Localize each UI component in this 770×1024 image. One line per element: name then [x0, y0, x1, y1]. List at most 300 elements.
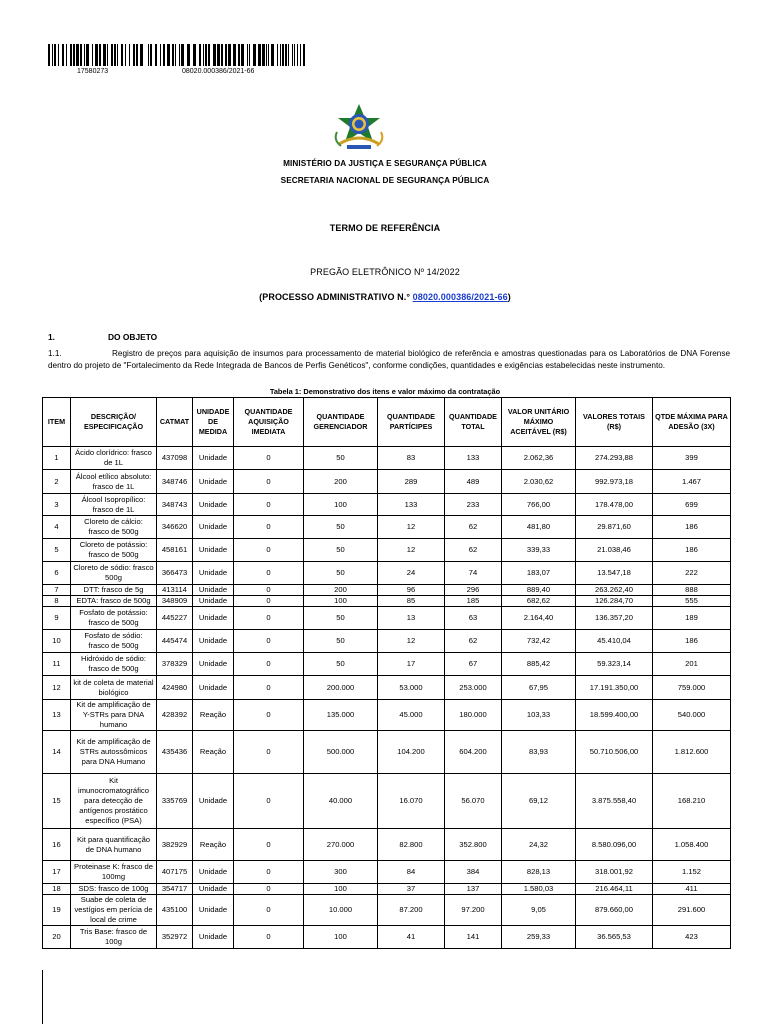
cell-catmat: 435100 [157, 895, 193, 926]
cell-max-adhesion: 291.600 [653, 895, 731, 926]
table-row [43, 607, 731, 630]
cell-unit-price: 67,95 [502, 676, 576, 700]
cell-total-value: 879.660,00 [576, 895, 653, 926]
table-caption: Tabela 1: Demonstrativo dos itens e valor máximo da contratação [269, 387, 501, 396]
cell-unit: Unidade [193, 926, 234, 949]
cell-description: Fosfato de sódio: frasco de 500g [71, 630, 157, 653]
cell-description: Cloreto de sódio: frasco 500g [71, 562, 157, 585]
cell-catmat: 407175 [157, 861, 193, 884]
cell-unit: Unidade [193, 596, 234, 607]
cell-qty-manager: 200 [304, 585, 378, 596]
cell-qty-participants: 12 [378, 539, 445, 562]
barcode-bar [297, 44, 298, 66]
cell-qty-participants: 289 [378, 470, 445, 494]
cell-total-value: 13.547,18 [576, 562, 653, 585]
cell-catmat: 382929 [157, 829, 193, 861]
cell-unit: Unidade [193, 607, 234, 630]
cell-unit-price: 732,42 [502, 630, 576, 653]
cell-total-value: 178.478,00 [576, 494, 653, 516]
cell-catmat: 424980 [157, 676, 193, 700]
cell-item: 10 [43, 630, 71, 653]
barcode-bar [288, 44, 289, 66]
table-row [43, 731, 731, 774]
cell-unit-price: 481,80 [502, 516, 576, 539]
cell-catmat: 435436 [157, 731, 193, 774]
barcode-bar [86, 44, 89, 66]
barcode-bar [258, 44, 261, 66]
cell-description: Álcool etílico absoluto: frasco de 1L [71, 470, 157, 494]
barcode-bar [221, 44, 223, 66]
barcode-bar [172, 44, 174, 66]
cell-qty-total: 133 [445, 447, 502, 470]
ministry-name: MINISTÉRIO DA JUSTIÇA E SEGURANÇA PÚBLICA [283, 159, 487, 168]
cell-total-value: 18.599.400,00 [576, 700, 653, 731]
barcode-bar [249, 44, 250, 66]
table-row [43, 884, 731, 895]
cell-catmat: 335769 [157, 774, 193, 829]
cell-qty-immediate: 0 [234, 731, 304, 774]
barcode-bar [213, 44, 216, 66]
barcode-bar [129, 44, 130, 66]
cell-qty-total: 604.200 [445, 731, 502, 774]
cell-qty-participants: 16.070 [378, 774, 445, 829]
cell-qty-immediate: 0 [234, 676, 304, 700]
cell-unit: Unidade [193, 884, 234, 895]
barcode-bar [277, 44, 278, 66]
table-row [43, 539, 731, 562]
coat-of-arms-emblem [329, 102, 389, 152]
table-row [43, 585, 731, 596]
cell-item: 9 [43, 607, 71, 630]
cell-qty-immediate: 0 [234, 470, 304, 494]
cell-description: Fosfato de potássio: frasco de 500g [71, 607, 157, 630]
cell-qty-participants: 13 [378, 607, 445, 630]
column-header-qty-immediate: QUANTIDADE AQUISIÇÃO IMEDIATA [234, 398, 304, 447]
cell-unit: Unidade [193, 562, 234, 585]
cell-qty-participants: 12 [378, 516, 445, 539]
barcode-bar [228, 44, 231, 66]
column-header-qty-participants: QUANTIDADE PARTÍCIPES [378, 398, 445, 447]
cell-unit: Reação [193, 829, 234, 861]
barcode-bar [76, 44, 79, 66]
cell-qty-total: 63 [445, 607, 502, 630]
cell-qty-total: 97.200 [445, 895, 502, 926]
barcode-bar [163, 44, 165, 66]
cell-unit-price: 885,42 [502, 653, 576, 676]
barcode-bar [187, 44, 190, 66]
cell-qty-participants: 53.000 [378, 676, 445, 700]
cell-qty-immediate: 0 [234, 653, 304, 676]
cell-qty-manager: 10.000 [304, 895, 378, 926]
cell-catmat: 348743 [157, 494, 193, 516]
cell-max-adhesion: 1.812.600 [653, 731, 731, 774]
cell-unit: Unidade [193, 676, 234, 700]
cell-description: Ácido clorídrico: frasco de 1L [71, 447, 157, 470]
cell-total-value: 318.001,92 [576, 861, 653, 884]
cell-catmat: 428392 [157, 700, 193, 731]
cell-unit: Unidade [193, 895, 234, 926]
cell-max-adhesion: 1.152 [653, 861, 731, 884]
barcode-bar [95, 44, 98, 66]
cell-max-adhesion: 699 [653, 494, 731, 516]
cell-qty-total: 62 [445, 539, 502, 562]
cell-max-adhesion: 201 [653, 653, 731, 676]
barcode-bar [241, 44, 244, 66]
cell-qty-participants: 96 [378, 585, 445, 596]
barcode-bar [54, 44, 56, 66]
column-header-description: DESCRIÇÃO/ ESPECIFICAÇÃO [71, 398, 157, 447]
cell-total-value: 274.293,88 [576, 447, 653, 470]
cell-qty-manager: 300 [304, 861, 378, 884]
cell-qty-total: 62 [445, 630, 502, 653]
table-row [43, 676, 731, 700]
cell-item: 2 [43, 470, 71, 494]
cell-total-value: 126.284,70 [576, 596, 653, 607]
cell-description: Suabe de coleta de vestígios em perícia de local de crime [71, 895, 157, 926]
barcode-bar [247, 44, 248, 66]
cell-item: 20 [43, 926, 71, 949]
cell-unit-price: 766,00 [502, 494, 576, 516]
cell-qty-manager: 50 [304, 607, 378, 630]
cell-item: 5 [43, 539, 71, 562]
section-heading [48, 332, 157, 342]
cell-max-adhesion: 222 [653, 562, 731, 585]
cell-qty-total: 137 [445, 884, 502, 895]
cell-description: Cloreto de potássio: frasco de 500g [71, 539, 157, 562]
cell-total-value: 992.973,18 [576, 470, 653, 494]
barcode-bar [268, 44, 269, 66]
table-row [43, 774, 731, 829]
barcode-bar [99, 44, 101, 66]
barcode-bar [300, 44, 301, 66]
cell-max-adhesion: 186 [653, 630, 731, 653]
cell-qty-manager: 100 [304, 884, 378, 895]
section-title: DO OBJETO [108, 332, 158, 342]
cell-max-adhesion: 759.000 [653, 676, 731, 700]
cell-qty-immediate: 0 [234, 596, 304, 607]
paragraph-text: Registro de preços para aquisição de insumos para processamento de material biológico de referência e amostras questionadas para os Laboratórios de DNA Forense dentro do projeto de "Fortalecimento da Rede Integrada de Bancos de Perfis Genéticos", conforme condições, quantidades e exigências estabelecidas neste instrumento. [48, 349, 730, 370]
cell-description: DTT: frasco de 5g [71, 585, 157, 596]
cell-qty-manager: 100 [304, 596, 378, 607]
cell-unit-price: 69,12 [502, 774, 576, 829]
cell-qty-manager: 135.000 [304, 700, 378, 731]
barcode-bar [125, 44, 126, 66]
cell-qty-immediate: 0 [234, 447, 304, 470]
cell-qty-manager: 50 [304, 562, 378, 585]
page-border-line [42, 970, 43, 1024]
cell-catmat: 354717 [157, 884, 193, 895]
barcode-bar [114, 44, 116, 66]
cell-catmat: 352972 [157, 926, 193, 949]
cell-item: 12 [43, 676, 71, 700]
table-row [43, 447, 731, 470]
cell-qty-immediate: 0 [234, 895, 304, 926]
barcode-bar [121, 44, 123, 66]
barcode-bar [285, 44, 287, 66]
barcode-bar [84, 44, 85, 66]
cell-item: 18 [43, 884, 71, 895]
barcode-bar [282, 44, 284, 66]
processo-line [0, 292, 770, 302]
cell-unit: Unidade [193, 494, 234, 516]
cell-max-adhesion: 1.467 [653, 470, 731, 494]
cell-unit-price: 339,33 [502, 539, 576, 562]
section-paragraph [48, 348, 730, 372]
cell-total-value: 50.710.506,00 [576, 731, 653, 774]
barcode-bar [262, 44, 265, 66]
cell-qty-participants: 41 [378, 926, 445, 949]
table-row [43, 700, 731, 731]
cell-qty-manager: 200 [304, 470, 378, 494]
barcode-bar [155, 44, 157, 66]
cell-max-adhesion: 186 [653, 539, 731, 562]
cell-qty-total: 180.000 [445, 700, 502, 731]
cell-qty-total: 384 [445, 861, 502, 884]
cell-item: 6 [43, 562, 71, 585]
cell-qty-manager: 50 [304, 653, 378, 676]
barcode-bar [103, 44, 106, 66]
cell-max-adhesion: 411 [653, 884, 731, 895]
cell-max-adhesion: 186 [653, 516, 731, 539]
table-row [43, 630, 731, 653]
column-header-qty-total: QUANTIDADE TOTAL [445, 398, 502, 447]
barcode-bar [107, 44, 108, 66]
barcode-bar [253, 44, 256, 66]
cell-description: Kit de amplificação de Y-STRs para DNA humano [71, 700, 157, 731]
barcode-bar [73, 44, 75, 66]
table-row [43, 895, 731, 926]
cell-item: 17 [43, 861, 71, 884]
cell-item: 11 [43, 653, 71, 676]
barcode-bar [111, 44, 113, 66]
cell-qty-immediate: 0 [234, 539, 304, 562]
cell-max-adhesion: 555 [653, 596, 731, 607]
cell-max-adhesion: 399 [653, 447, 731, 470]
cell-qty-immediate: 0 [234, 884, 304, 895]
cell-item: 3 [43, 494, 71, 516]
column-header-item: ITEM [43, 398, 71, 447]
cell-qty-participants: 87.200 [378, 895, 445, 926]
cell-qty-immediate: 0 [234, 630, 304, 653]
cell-qty-total: 489 [445, 470, 502, 494]
barcode-bar [160, 44, 161, 66]
barcode-bar [148, 44, 149, 66]
barcode-bar [133, 44, 135, 66]
cell-item: 1 [43, 447, 71, 470]
cell-description: Cloreto de cálcio: frasco de 500g [71, 516, 157, 539]
cell-item: 15 [43, 774, 71, 829]
cell-total-value: 3.875.558,40 [576, 774, 653, 829]
cell-catmat: 458161 [157, 539, 193, 562]
cell-item: 7 [43, 585, 71, 596]
table-row [43, 926, 731, 949]
cell-qty-immediate: 0 [234, 861, 304, 884]
cell-description: Proteinase K: frasco de 100mg [71, 861, 157, 884]
barcode-bar [205, 44, 207, 66]
barcode-bar [292, 44, 293, 66]
barcode-bar [217, 44, 220, 66]
cell-qty-immediate: 0 [234, 607, 304, 630]
barcode-bar [181, 44, 184, 66]
barcode-bar [199, 44, 201, 66]
cell-max-adhesion: 189 [653, 607, 731, 630]
barcode-bar [175, 44, 176, 66]
cell-item: 4 [43, 516, 71, 539]
cell-qty-participants: 84 [378, 861, 445, 884]
barcode-bar [52, 44, 53, 66]
barcode-bar [271, 44, 274, 66]
column-header-catmat: CATMAT [157, 398, 193, 447]
barcode-bar [140, 44, 143, 66]
cell-qty-participants: 12 [378, 630, 445, 653]
barcode-graphic [48, 44, 308, 66]
cell-catmat: 445227 [157, 607, 193, 630]
table-row [43, 653, 731, 676]
barcode-bar [233, 44, 236, 66]
cell-unit-price: 2.062,36 [502, 447, 576, 470]
cell-qty-total: 67 [445, 653, 502, 676]
cell-unit-price: 2.030,62 [502, 470, 576, 494]
cell-total-value: 36.565,53 [576, 926, 653, 949]
cell-unit-price: 83,93 [502, 731, 576, 774]
barcode-bar [294, 44, 295, 66]
barcode-bar [117, 44, 118, 66]
cell-qty-total: 56.070 [445, 774, 502, 829]
cell-unit-price: 2.164,40 [502, 607, 576, 630]
cell-item: 14 [43, 731, 71, 774]
barcode-bar [92, 44, 93, 66]
cell-catmat: 348909 [157, 596, 193, 607]
barcode-bar [238, 44, 240, 66]
cell-qty-manager: 100 [304, 926, 378, 949]
cell-description: EDTA: frasco de 500g [71, 596, 157, 607]
cell-unit-price: 259,33 [502, 926, 576, 949]
table-row [43, 829, 731, 861]
cell-catmat: 378329 [157, 653, 193, 676]
cell-max-adhesion: 423 [653, 926, 731, 949]
barcode-bar [80, 44, 82, 66]
cell-total-value: 45.410,04 [576, 630, 653, 653]
barcode-bar [66, 44, 67, 66]
cell-unit: Unidade [193, 630, 234, 653]
barcode-bar [266, 44, 267, 66]
cell-qty-total: 296 [445, 585, 502, 596]
processo-link[interactable]: 08020.000386/2021-66 [412, 292, 508, 302]
cell-qty-manager: 50 [304, 539, 378, 562]
barcode-bar [70, 44, 72, 66]
cell-total-value: 17.191.350,00 [576, 676, 653, 700]
cell-qty-total: 141 [445, 926, 502, 949]
barcode [48, 44, 308, 66]
cell-unit-price: 682,62 [502, 596, 576, 607]
cell-item: 16 [43, 829, 71, 861]
header-row [43, 398, 731, 447]
cell-qty-total: 185 [445, 596, 502, 607]
cell-unit: Unidade [193, 470, 234, 494]
cell-total-value: 21.038,46 [576, 539, 653, 562]
column-header-max-adhesion: QTDE MÁXIMA PARA ADESÃO (3X) [653, 398, 731, 447]
cell-unit-price: 183,07 [502, 562, 576, 585]
cell-qty-immediate: 0 [234, 562, 304, 585]
barcode-bar [48, 44, 50, 66]
table-row [43, 596, 731, 607]
cell-description: Kit imunocromatográfico para detecção de antígenos prostático específico (PSA) [71, 774, 157, 829]
cell-unit: Unidade [193, 585, 234, 596]
barcode-bar [203, 44, 204, 66]
cell-unit: Unidade [193, 774, 234, 829]
barcode-bar [193, 44, 196, 66]
cell-qty-total: 253.000 [445, 676, 502, 700]
table-row [43, 516, 731, 539]
cell-unit: Unidade [193, 516, 234, 539]
table-row [43, 470, 731, 494]
column-header-total-value: VALORES TOTAIS (R$) [576, 398, 653, 447]
cell-qty-participants: 37 [378, 884, 445, 895]
cell-unit-price: 103,33 [502, 700, 576, 731]
cell-qty-immediate: 0 [234, 926, 304, 949]
cell-qty-total: 74 [445, 562, 502, 585]
cell-qty-participants: 24 [378, 562, 445, 585]
cell-max-adhesion: 168.210 [653, 774, 731, 829]
cell-qty-immediate: 0 [234, 516, 304, 539]
cell-qty-manager: 50 [304, 630, 378, 653]
column-header-unit-price: VALOR UNITÁRIO MÁXIMO ACEITÁVEL (R$) [502, 398, 576, 447]
paragraph-number: 1.1. [48, 349, 62, 358]
cell-catmat: 445474 [157, 630, 193, 653]
barcode-bar [280, 44, 281, 66]
cell-description: kit de coleta de material biológico [71, 676, 157, 700]
cell-qty-manager: 270.000 [304, 829, 378, 861]
cell-catmat: 413114 [157, 585, 193, 596]
cell-qty-immediate: 0 [234, 700, 304, 731]
barcode-bar [225, 44, 227, 66]
cell-unit-price: 1.580,03 [502, 884, 576, 895]
cell-unit: Unidade [193, 653, 234, 676]
cell-total-value: 8.580.096,00 [576, 829, 653, 861]
cell-item: 19 [43, 895, 71, 926]
document-code: 17580273 [77, 68, 109, 75]
cell-description: Kit de amplificação de STRs autossômicos para DNA Humano [71, 731, 157, 774]
cell-total-value: 263.262,40 [576, 585, 653, 596]
cell-unit: Reação [193, 700, 234, 731]
table-header [43, 398, 731, 447]
cell-max-adhesion: 1.058.400 [653, 829, 731, 861]
cell-qty-manager: 200.000 [304, 676, 378, 700]
cell-description: Hidróxido de sódio: frasco de 500g [71, 653, 157, 676]
cell-qty-total: 62 [445, 516, 502, 539]
cell-total-value: 59.323,14 [576, 653, 653, 676]
items-table [42, 397, 731, 949]
barcode-bar [208, 44, 210, 66]
cell-unit-price: 889,40 [502, 585, 576, 596]
cell-description: SDS: frasco de 100g [71, 884, 157, 895]
section-number: 1. [48, 332, 55, 342]
cell-qty-immediate: 0 [234, 494, 304, 516]
cell-catmat: 437098 [157, 447, 193, 470]
table-row [43, 562, 731, 585]
cell-total-value: 216.464,11 [576, 884, 653, 895]
barcode-bar [167, 44, 170, 66]
cell-description: Kit para quantificação de DNA humano [71, 829, 157, 861]
cell-qty-participants: 45.000 [378, 700, 445, 731]
processo-prefix: (PROCESSO ADMINISTRATIVO N.° [259, 292, 411, 302]
table-row [43, 861, 731, 884]
barcode-bar [136, 44, 138, 66]
cell-total-value: 136.357,20 [576, 607, 653, 630]
process-code: 08020.000386/2021-66 [182, 68, 255, 75]
cell-qty-manager: 50 [304, 516, 378, 539]
cell-qty-manager: 500.000 [304, 731, 378, 774]
